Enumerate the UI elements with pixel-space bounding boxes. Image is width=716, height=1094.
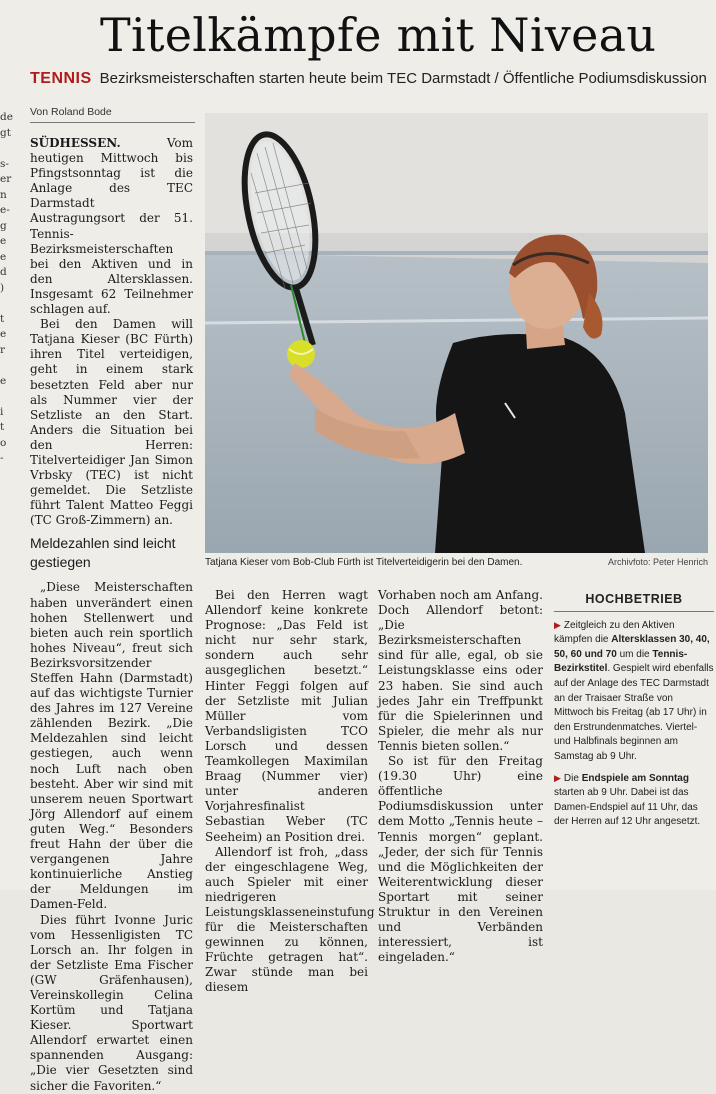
article-column-2 bbox=[205, 588, 375, 996]
fragment-line bbox=[0, 296, 18, 312]
fragment-line bbox=[0, 389, 18, 405]
fragment-line: - bbox=[0, 452, 4, 464]
info-box-item: ▶ Zeitgleich zu den Aktiven kämpfen die Altersklassen 30, 40, 50, 60 und 70 um die Tennis-Bezirkstitel. Gespielt wird ebenfalls auf der Anlage des TEC Darmstadt an der Traisaer Straße von Mittwoch bis Freitag (ab 17 Uhr) in den Erstrundenmatches. Viertel- und Halbfinals beginnen am Samstag ab 9 Uhr. bbox=[554, 619, 714, 762]
fragment-line: gt bbox=[0, 126, 11, 139]
dateline: SÜDHESSEN. bbox=[30, 136, 121, 150]
article-column-3 bbox=[378, 588, 543, 965]
fragment-line: ) bbox=[0, 281, 5, 294]
fragment-line: o bbox=[0, 436, 7, 449]
fragment-line: i bbox=[0, 405, 4, 418]
triangle-bullet-icon: ▶ bbox=[554, 772, 561, 783]
paragraph: SÜDHESSEN. Vom heutigen Mittwoch bis Pfingstsonntag ist die Anlage des TEC Darmstadt Austragungsort der 51. Tennis-Bezirksmeisterschaften bei den Aktiven und in den Altersklassen. Insgesamt 62 Teilnehmer schlagen auf. bbox=[30, 136, 193, 317]
fragment-line: g bbox=[0, 219, 7, 232]
info-box-item: ▶ Die Endspiele am Sonntag starten ab 9 Uhr. Dabei ist das Damen-Endspiel auf 11 Uhr, das der Herren auf 12 Uhr angesetzt. bbox=[554, 772, 701, 828]
fragment-line: de bbox=[0, 111, 13, 123]
fragment-line: e bbox=[0, 250, 7, 263]
caption-text: Tatjana Kieser vom Bob-Club Fürth ist Titelverteidigerin bei den Damen. bbox=[205, 557, 523, 568]
article-column-1 bbox=[30, 136, 193, 1094]
fragment-line: r bbox=[0, 343, 6, 356]
fragment-line: e- bbox=[0, 204, 10, 216]
paragraph: Bei den Herren wagt Allendorf keine konkrete Prognose: „Das Feld ist nicht nur sehr stark, sondern auch sehr ausgeglichen besetzt.“ Hinter Feggi folgen auf der Setzliste mit Julian Müller vom Verbandsligisten TCO Lorsch und dessen Teamkollegen Maximilan Braag (Nummer vier) unter anderen Vorjahresfinalist Sebastian Weber (TC Seeheim) an Position drei. bbox=[205, 588, 368, 844]
headline: Titelkämpfe mit Niveau bbox=[100, 8, 657, 62]
info-box bbox=[554, 588, 714, 836]
fragment-line: e bbox=[0, 374, 7, 387]
adjacent-column-fragment bbox=[0, 110, 18, 470]
fragment-line: e bbox=[0, 235, 7, 247]
byline: Von Roland Bode bbox=[30, 106, 112, 118]
paragraph: Allendorf ist froh, „dass der eingeschlagene Weg, auch Spieler mit einer niedrigeren Leistungsklasseneinstufung für die Meisterschaften gewinnen zu können, Früchte getragen hat“. Zwar stünde man bei diesem bbox=[205, 844, 375, 995]
paragraph: Bei den Damen will Tatjana Kieser (BC Fürth) ihren Titel verteidigen, geht in einem stark besetzten Feld aber nur als Nummer vier der Setzliste an den Start. Anders die Situation bei den Herren: Titelverteidiger Jan Simon Vrbsky (TEC) ist nicht gemeldet. Die Setzliste führt Talent Matteo Feggi (TC Groß-Zimmern) an. bbox=[30, 317, 193, 528]
photo-credit: Archivfoto: Peter Henrich bbox=[607, 557, 708, 567]
fragment-line: t bbox=[0, 421, 5, 433]
fragment-line: e bbox=[0, 328, 7, 340]
tennis-player-photo bbox=[205, 113, 708, 553]
info-box-title: HOCHBETRIEB bbox=[554, 588, 714, 612]
paragraph: „Diese Meisterschaften haben unverändert einen hohen Stellenwert und bieten auch rein sportlich hohes Niveau“, freut sich Bezirksvorsitzender Steffen Hahn (Darmstadt) auf das wichtigste Turnier des Jahres im 127 Vereine zählenden Bezirk. „Die Meldezahlen sind leicht gestiegen, auch wenn noch Luft nach oben besteht. Aber wir sind mit unserem neuen Sportwart Jörg Allendorf auf einem guten Weg.“ Besonders freut Hahn der über die vergangenen Jahre kontinuierliche Anstieg der Meldungen im Damen-Feld. bbox=[30, 580, 193, 912]
fragment-line: t bbox=[0, 312, 5, 325]
fragment-line: er bbox=[0, 173, 12, 185]
kicker-line bbox=[30, 68, 716, 90]
fragment-line bbox=[0, 358, 18, 374]
kicker-text: Bezirksmeisterschaften starten heute beim TEC Darmstadt / Öffentliche Podiumsdiskussion bbox=[99, 70, 707, 87]
paragraph: So ist für den Freitag (19.30 Uhr) eine öffentliche Podiumsdiskussion unter dem Motto „Tennis heute – Tennis morgen“ geplant. „Jeder, der sich für Tennis und die Möglichkeiten der Weiterentwicklung dieser Sportart mit seiner Struktur in den Vereinen und Verbänden interessiert, ist eingeladen.“ bbox=[378, 754, 543, 965]
subheading: Meldezahlen sind leicht gestiegen bbox=[30, 535, 176, 571]
fragment-line: d bbox=[0, 266, 7, 278]
section-label: TENNIS bbox=[30, 70, 92, 87]
photo-caption bbox=[205, 557, 708, 568]
paragraph: Vorhaben noch am Anfang. Doch Allendorf betont: „Die Bezirksmeisterschaften sind für alle, egal, ob sie Leistungsklasse eins oder 23 haben. Sie sind auch jedes Jahr ein Treffpunkt für die Spielerinnen und Spieler, die mehr als nur Tennis bieten sollen.“ bbox=[378, 588, 543, 753]
triangle-bullet-icon: ▶ bbox=[554, 619, 561, 630]
fragment-line bbox=[0, 141, 18, 157]
byline-rule bbox=[30, 122, 195, 123]
article-photo bbox=[205, 113, 708, 553]
fragment-line: s- bbox=[0, 157, 9, 170]
paragraph: Dies führt Ivonne Juric vom Hessenligisten TC Lorsch an. Ihr folgen in der Setzliste Ema Fischer (GW Gräfenhausen), Vereinskollegin Celina Kortüm und Tatjana Kieser. Sportwart Allendorf erwartet einen spannenden Ausgang: „Die vier Gesetzten sind sicher die Favoriten.“ bbox=[30, 912, 193, 1093]
fragment-line: n bbox=[0, 188, 7, 201]
